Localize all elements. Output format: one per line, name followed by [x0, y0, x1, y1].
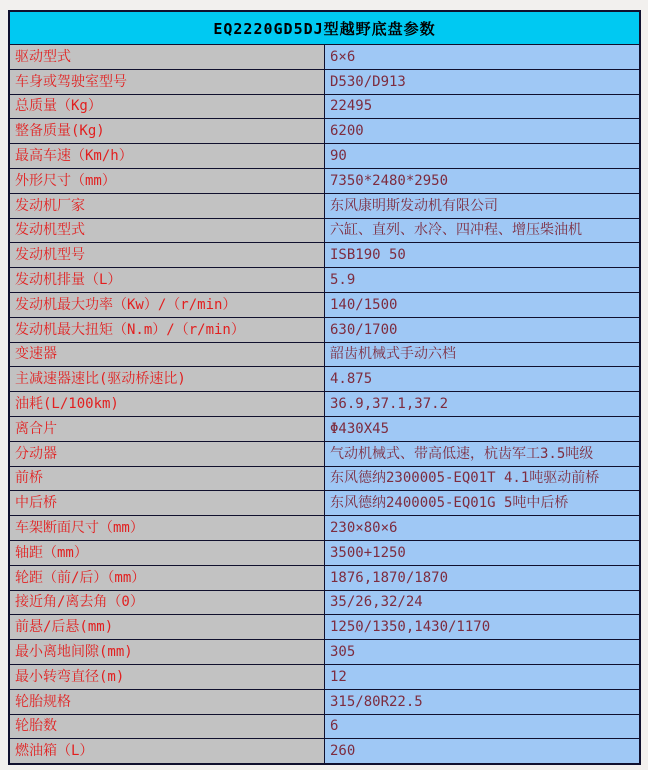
spec-row [9, 94, 640, 119]
spec-value: 22495 [325, 94, 641, 119]
spec-value: 315/80R22.5 [325, 689, 641, 714]
spec-label: 发动机最大功率（Kw）/（r/min） [9, 292, 325, 317]
spec-value: 140/1500 [325, 292, 641, 317]
spec-value: 6 [325, 714, 641, 739]
spec-label: 接近角/离去角（0） [9, 590, 325, 615]
spec-value: 3500+1250 [325, 540, 641, 565]
spec-row [9, 739, 640, 764]
spec-value: 1876,1870/1870 [325, 565, 641, 590]
spec-table-body [9, 45, 640, 765]
spec-row [9, 590, 640, 615]
spec-row [9, 367, 640, 392]
spec-label: 发动机型号 [9, 243, 325, 268]
spec-value: 12 [325, 664, 641, 689]
spec-label: 驱动型式 [9, 45, 325, 70]
spec-label: 总质量（Kg） [9, 94, 325, 119]
spec-value: 35/26,32/24 [325, 590, 641, 615]
spec-value: 气动机械式、带高低速，杭齿军工3.5吨级 [325, 441, 641, 466]
spec-table-header [9, 11, 640, 45]
spec-value: 5.9 [325, 268, 641, 293]
spec-row [9, 416, 640, 441]
spec-label: 离合片 [9, 416, 325, 441]
spec-row [9, 317, 640, 342]
spec-row [9, 193, 640, 218]
spec-label: 主减速器速比(驱动桥速比) [9, 367, 325, 392]
spec-row [9, 491, 640, 516]
table-title: EQ2220GD5DJ型越野底盘参数 [9, 11, 640, 45]
spec-value: ISB190 50 [325, 243, 641, 268]
spec-row [9, 640, 640, 665]
spec-label: 分动器 [9, 441, 325, 466]
spec-row [9, 168, 640, 193]
spec-value: Φ430X45 [325, 416, 641, 441]
spec-label: 车身或驾驶室型号 [9, 69, 325, 94]
spec-value: 6×6 [325, 45, 641, 70]
spec-label: 发动机厂家 [9, 193, 325, 218]
spec-value: 36.9,37.1,37.2 [325, 392, 641, 417]
spec-value: D530/D913 [325, 69, 641, 94]
spec-value: 韶齿机械式手动六档 [325, 342, 641, 367]
spec-label: 车架断面尺寸（mm） [9, 516, 325, 541]
spec-label: 最高车速（Km/h） [9, 144, 325, 169]
spec-label: 燃油箱（L） [9, 739, 325, 764]
spec-row [9, 689, 640, 714]
spec-label: 轮距（前/后）（mm） [9, 565, 325, 590]
spec-row [9, 243, 640, 268]
spec-value: 六缸、直列、水冷、四冲程、增压柴油机 [325, 218, 641, 243]
spec-row [9, 664, 640, 689]
spec-row [9, 516, 640, 541]
spec-value: 630/1700 [325, 317, 641, 342]
spec-value: 1250/1350,1430/1170 [325, 615, 641, 640]
spec-value: 东风德纳2400005-EQ01G 5吨中后桥 [325, 491, 641, 516]
spec-row [9, 119, 640, 144]
spec-row [9, 218, 640, 243]
spec-row [9, 268, 640, 293]
spec-label: 最小转弯直径(m) [9, 664, 325, 689]
spec-value: 6200 [325, 119, 641, 144]
spec-label: 前悬/后悬(mm) [9, 615, 325, 640]
spec-label: 中后桥 [9, 491, 325, 516]
spec-row [9, 615, 640, 640]
spec-row [9, 466, 640, 491]
spec-row [9, 565, 640, 590]
spec-label: 前桥 [9, 466, 325, 491]
spec-value: 东风康明斯发动机有限公司 [325, 193, 641, 218]
spec-row [9, 441, 640, 466]
spec-label: 轴距（mm） [9, 540, 325, 565]
spec-row [9, 144, 640, 169]
spec-label: 发动机排量（L） [9, 268, 325, 293]
spec-label: 变速器 [9, 342, 325, 367]
spec-value: 90 [325, 144, 641, 169]
spec-value: 260 [325, 739, 641, 764]
spec-label: 油耗(L/100km) [9, 392, 325, 417]
spec-value: 4.875 [325, 367, 641, 392]
spec-row [9, 45, 640, 70]
spec-label: 整备质量(Kg) [9, 119, 325, 144]
chassis-spec-table [8, 10, 641, 765]
spec-row [9, 540, 640, 565]
spec-value: 305 [325, 640, 641, 665]
spec-row [9, 69, 640, 94]
spec-label: 轮胎规格 [9, 689, 325, 714]
spec-label: 最小离地间隙(mm) [9, 640, 325, 665]
title-row [9, 11, 640, 45]
spec-label: 外形尺寸（mm） [9, 168, 325, 193]
spec-label: 发动机型式 [9, 218, 325, 243]
spec-label: 轮胎数 [9, 714, 325, 739]
spec-row [9, 342, 640, 367]
spec-row [9, 292, 640, 317]
spec-row [9, 392, 640, 417]
spec-value: 东风德纳2300005-EQ01T 4.1吨驱动前桥 [325, 466, 641, 491]
spec-value: 7350*2480*2950 [325, 168, 641, 193]
spec-value: 230×80×6 [325, 516, 641, 541]
spec-row [9, 714, 640, 739]
spec-label: 发动机最大扭矩（N.m）/（r/min） [9, 317, 325, 342]
